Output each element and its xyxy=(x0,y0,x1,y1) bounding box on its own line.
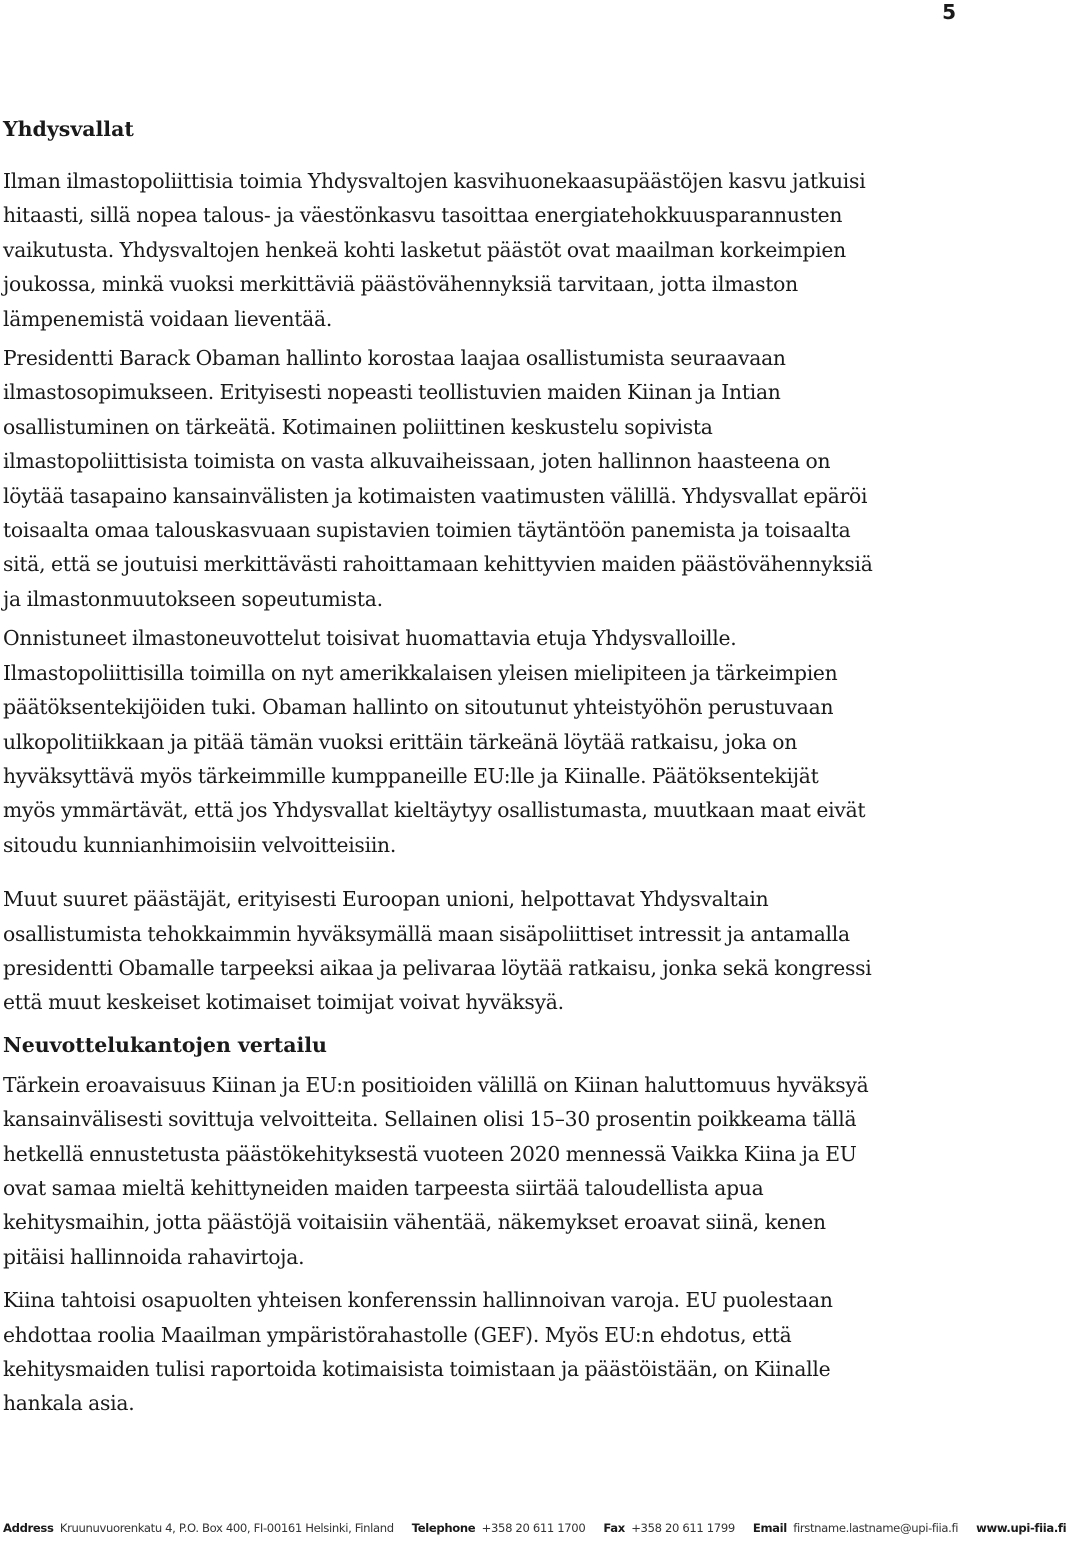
text-line: myös ymmärtävät, että jos Yhdysvallat kieltäytyy osallistumasta, muutkaan maat eivät xyxy=(3,798,866,823)
text-line: sitä, että se joutuisi merkittävästi rahoittamaan kehittyvien maiden päästövähennyksiä xyxy=(3,552,873,577)
text-line: ilmastosopimukseen. Erityisesti nopeasti teollistuvien maiden Kiinan ja Intian xyxy=(3,380,781,405)
text-line: löytää tasapaino kansainvälisten ja kotimaisten vaatimusten välillä. Yhdysvallat epäröi xyxy=(3,483,868,508)
text-line: sitoudu kunnianhimoisiin velvoitteisiin. xyxy=(3,832,397,857)
text-line: että muut keskeiset kotimaiset toimijat voivat hyväksyä. xyxy=(3,990,564,1015)
address-value: Kruunuvuorenkatu 4, P.O. Box 400, FI-00161 Helsinki, Finland xyxy=(59,1521,394,1535)
paragraph-3 xyxy=(3,621,955,862)
footer-telephone xyxy=(412,1519,586,1537)
text-line: Muut suuret päästäjät, erityisesti Euroopan unioni, helpottavat Yhdysvaltain xyxy=(3,887,769,912)
text-line: kansainvälisesti sovittuja velvoitteita. Sellainen olisi 15–30 prosentin poikkeama tällä xyxy=(3,1107,857,1132)
text-line: Ilmastopoliittisilla toimilla on nyt amerikkalaisen yleisen mielipiteen ja tärkeimpien xyxy=(3,660,838,685)
text-line: ehdottaa roolia Maailman ympäristörahastolle (GEF). Myös EU:n ehdotus, että xyxy=(3,1322,792,1347)
address-label: Address xyxy=(3,1521,54,1535)
telephone-label: Telephone xyxy=(411,1521,476,1535)
text-line: ilmastopoliittisista toimista on vasta alkuvaiheissaan, joten hallinnon haasteena on xyxy=(3,449,831,474)
section-heading-yhdysvallat: Yhdysvallat xyxy=(3,117,134,141)
fax-value: +358 20 611 1799 xyxy=(631,1521,735,1535)
paragraph-2 xyxy=(3,341,955,616)
text-line: lämpenemistä voidaan lieventää. xyxy=(3,306,333,331)
email-label: Email xyxy=(752,1521,787,1535)
text-line: osallistumista tehokkaimmin hyväksymällä maan sisäpoliittiset intressit ja antamalla xyxy=(3,921,850,946)
text-line: osallistuminen on tärkeätä. Kotimainen poliittinen keskustelu sopivista xyxy=(3,414,713,439)
text-line: hetkellä ennustetusta päästökehityksestä vuoteen 2020 mennessä Vaikka Kiina ja EU xyxy=(3,1141,857,1166)
text-line: päätöksentekijöiden tuki. Obaman hallinto on sitoutunut yhteistyöhön perustuvaan xyxy=(3,695,834,720)
text-line: ulkopolitiikkaan ja pitää tämän vuoksi erittäin tärkeänä löytää ratkaisu, joka on xyxy=(3,729,798,754)
section-heading-neuvottelukantojen-vertailu: Neuvottelukantojen vertailu xyxy=(3,1032,327,1057)
contact-footer xyxy=(3,1519,1066,1537)
text-line: hitaasti, sillä nopea talous- ja väestönkasvu tasoittaa energiatehokkuusparannusten xyxy=(3,203,843,228)
text-line: ja ilmastonmuutokseen sopeutumista. xyxy=(3,586,383,611)
fax-label: Fax xyxy=(603,1521,625,1535)
text-line: Onnistuneet ilmastoneuvottelut toisivat huomattavia etuja Yhdysvalloille. xyxy=(3,626,737,651)
text-line: Kiina tahtoisi osapuolten yhteisen konferenssin hallinnoivan varoja. EU puolestaan xyxy=(3,1288,833,1313)
paragraph-4 xyxy=(3,882,955,1020)
website-link[interactable]: www.upi-fiia.fi xyxy=(976,1521,1066,1535)
paragraph-5 xyxy=(3,1068,955,1274)
text-line: kehitysmaihin, jotta päästöjä voitaisiin vähentää, näkemykset eroavat siinä, kenen xyxy=(3,1210,826,1235)
email-value[interactable]: firstname.lastname@upi-fiia.fi xyxy=(793,1521,959,1535)
document-body xyxy=(3,112,955,1426)
text-line: Presidentti Barack Obaman hallinto korostaa laajaa osallistumista seuraavaan xyxy=(3,346,786,371)
page-number: 5 xyxy=(942,0,956,24)
text-line: Ilman ilmastopoliittisia toimia Yhdysvaltojen kasvihuonekaasupäästöjen kasvu jatkuisi xyxy=(3,169,866,193)
text-line: Tärkein eroavaisuus Kiinan ja EU:n positioiden välillä on Kiinan haluttomuus hyväksyä xyxy=(3,1072,869,1097)
text-line: vaikutusta. Yhdysvaltojen henkeä kohti lasketut päästöt ovat maailman korkeimpien xyxy=(3,237,846,262)
text-line: hyväksyttävä myös tärkeimmille kumppaneille EU:lle ja Kiinalle. Päätöksentekijät xyxy=(3,763,819,788)
footer-address xyxy=(3,1519,394,1537)
telephone-value: +358 20 611 1700 xyxy=(481,1521,586,1535)
text-line: hankala asia. xyxy=(3,1391,135,1416)
text-line: pitäisi hallinnoida rahavirtoja. xyxy=(3,1244,305,1269)
text-line: ovat samaa mieltä kehittyneiden maiden tarpeesta siirtää taloudellista apua xyxy=(3,1175,764,1200)
text-line: toisaalta omaa talouskasvuaan supistavien toimien täytäntöön panemista ja toisaalta xyxy=(3,518,851,543)
footer-email xyxy=(753,1519,958,1537)
text-line: kehitysmaiden tulisi raportoida kotimaisista toimistaan ja päästöistään, on Kiinalle xyxy=(3,1357,831,1381)
footer-fax xyxy=(603,1519,735,1537)
text-line: presidentti Obamalle tarpeeksi aikaa ja pelivaraa löytää ratkaisu, jonka sekä kongressi xyxy=(3,955,872,980)
paragraph-1 xyxy=(3,164,955,336)
paragraph-6 xyxy=(3,1283,955,1421)
text-line: joukossa, minkä vuoksi merkittäviä päästövähennyksiä tarvitaan, jotta ilmaston xyxy=(3,272,798,297)
